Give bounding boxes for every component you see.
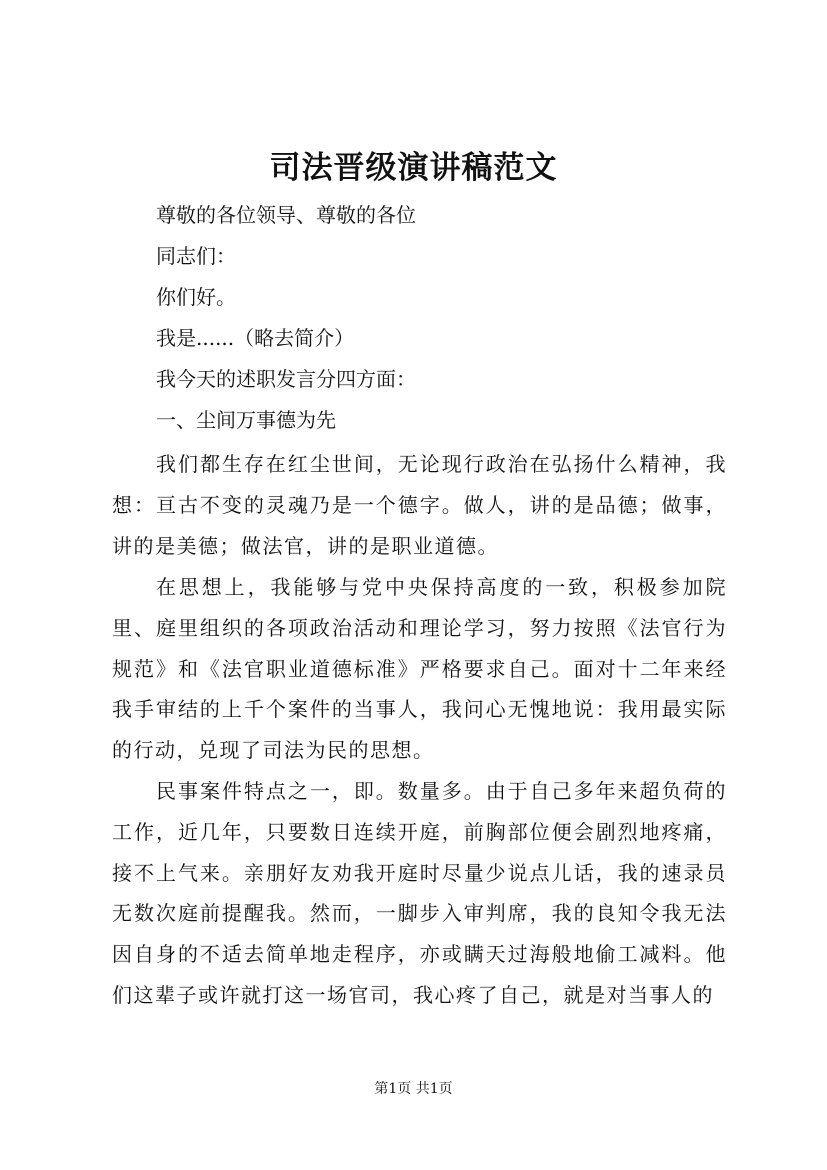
salutation-line-3: 你们好。 xyxy=(156,285,236,309)
page-footer: 第1页 共1页 xyxy=(374,1081,453,1097)
document-title: 司法晋级演讲稿范文 xyxy=(269,150,558,186)
salutation-line-5: 我今天的述职发言分四方面： xyxy=(156,367,416,391)
section-heading: 一、尘间万事德为先 xyxy=(156,408,336,432)
body-paragraph-2: 在思想上，我能够与党中央保持高度的一致，积极参加院里、庭里组织的各项政治活动和理论学习，努力按照《法官行为规范》和《法官职业道德标准》严格要求自己。面对十二年来经我手审结的上千个案件的当事人，我问心无愧地说：我用最实际的行动，兑现了司法为民的思想。 xyxy=(112,575,727,763)
body-paragraph-3: 民事案件特点之一，即。数量多。由于自己多年来超负荷的工作，近几年，只要数日连续开庭，前胸部位便会剧烈地疼痛，接不上气来。亲朋好友劝我开庭时尽量少说点儿话，我的速录员无数次庭前提醒我。然而，一脚步入审判席，我的良知令我无法因自身的不适去简单地走程序，亦或瞒天过海般地偷工减料。他们这辈子或许就打这一场官司，我心疼了自己，就是对当事人的 xyxy=(112,779,727,1007)
salutation-line-1: 尊敬的各位领导、尊敬的各位 xyxy=(156,203,416,227)
salutation-line-2: 同志们： xyxy=(156,244,236,268)
body-paragraph-1: 我们都生存在红尘世间，无论现行政治在弘扬什么精神，我想：亘古不变的灵魂乃是一个德字。做人，讲的是品德；做事，讲的是美德；做法官，讲的是职业道德。 xyxy=(112,452,727,558)
salutation-line-4: 我是......（略去简介） xyxy=(156,326,355,350)
